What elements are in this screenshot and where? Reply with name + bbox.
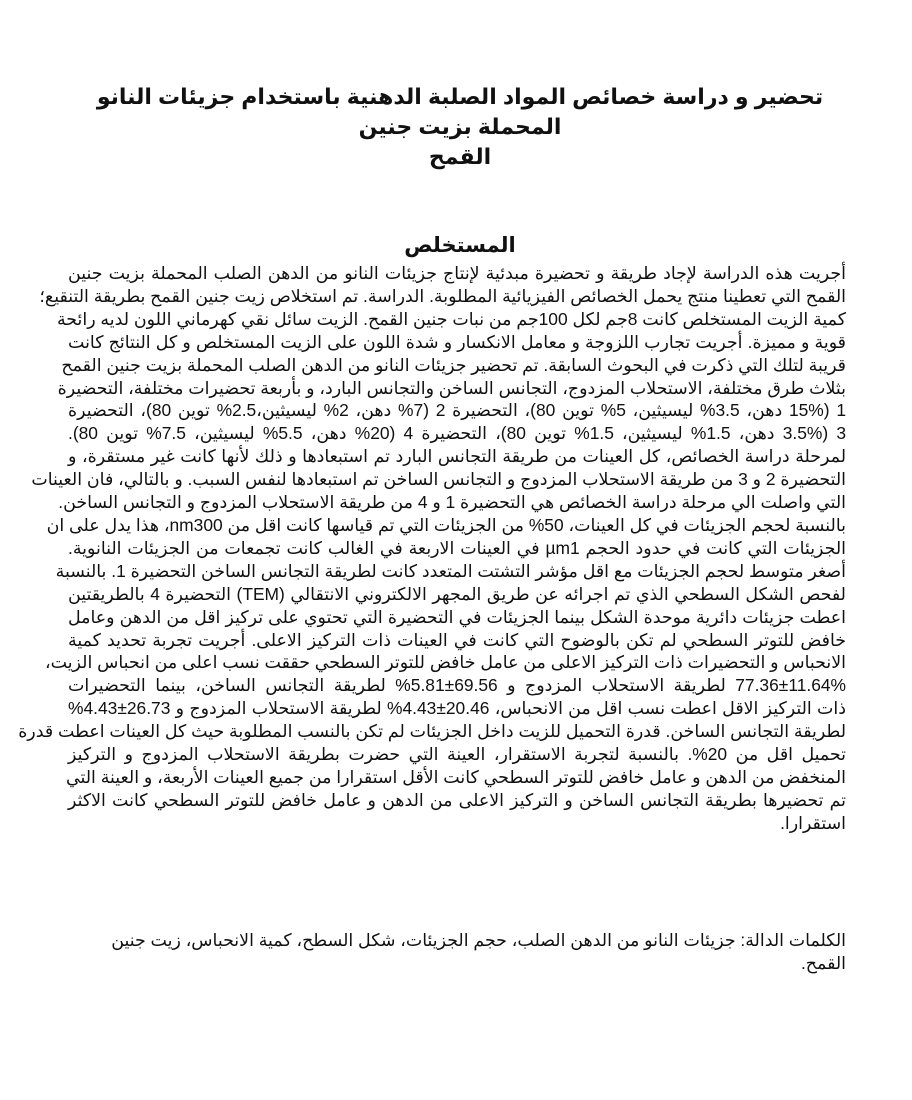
abstract-line: بالنسبة لحجم الجزيئات في كل العينات، 50% من الجزيئات التي تم قياسها كانت اقل من nm300، هذا يدل على ان [46, 514, 846, 535]
abstract-line: تحميل اقل من 20%. بالنسبة لتجربة الاستقرار، العينة التي حضرت بطريقة الاستحلاب المزدوج و التركيز [68, 744, 846, 765]
abstract-line: أجريت هذه الدراسة لإجاد طريقة و تحضيرة مبدئية لإنتاج جزيئات النانو من الدهن الصلب المحملة بزيت جنين [68, 263, 846, 283]
abstract-line: أصغر متوسط لحجم الجزيئات مع اقل مؤشر التشتت المتعدد كانت لطريقة التجانس الساخن التحضيرة 1. بالنسبة [55, 560, 846, 581]
abstract-line: التحضيرة 2 و 3 من طريقة الاستحلاب المزدوج و التجانس الساخن تم استبعادها لنفس السبب. و بالتالي، فان العينات [31, 469, 846, 490]
abstract-line: بثلاث طرق مختلفة، الاستحلاب المزدوج، التجانس الساخن والتجانس البارد، و بأربعة تحضيرات مختلفة، التحضيرة [57, 377, 846, 398]
abstract-line: تم تحضيرها بطريقة التجانس الساخن و التركيز الاعلى من الدهن و عامل خافض للتوتر السطحي كانت الاكثر [68, 789, 846, 810]
abstract-body [18, 262, 847, 835]
abstract-heading: المستخلص [404, 234, 516, 257]
abstract-line: الجزيئات التي كانت في حدود الحجم µm1 في العينات الاربعة في الغالب كانت تجمعات من الجزيئات النانوية. [68, 537, 846, 558]
abstract-line: قريبة لتلك التي ذكرت في البحوث السابقة. تم تحضير جزيئات النانو من الدهن الصلب المحملة بزيت جنين القمح [61, 354, 846, 375]
abstract-line: 3 (3.5% دهن، 1.5% ليسيثين، 1.5% توين 80)، التحضيرة 4 (20% دهن، 5.5% ليسيثين، 7.5% توين 80). [68, 423, 846, 444]
abstract-line: لطريقة التجانس الساخن. قدرة التحميل للزيت داخل الجزيئات لم تكن بالنسب المطلوبة حيث كل العينات اعطت قدرة [18, 721, 846, 742]
paper-title-line: تحضير و دراسة خصائص المواد الصلبة الدهنية باستخدام جزيئات النانو المحملة بزيت جنين [96, 84, 824, 139]
paper-title-line: القمح [428, 144, 492, 169]
abstract-line: المنخفض من الدهن و عامل خافض للتوتر السطحي كانت الأقل استقرارا من جميع العينات الأربعة، و العينة التي [65, 766, 846, 787]
abstract-line: كمية الزيت المستخلص كانت 8جم لكل 100جم من نبات جنين القمح. الزيت سائل نقي كهرماني اللون لديه رائحة [56, 308, 846, 329]
abstract-line: لفحص الشكل السطحي الذي تم اجرائه عن طريق المجهر الالكتروني الانتقالي (TEM) التحضيرة 4 بالطريقتين [68, 583, 846, 604]
paper-title [70, 82, 850, 172]
abstract-line: 77.36±11.64% لطريقة الاستحلاب المزدوج و 69.56±5.81% لطريقة التجانس الساخن، بينما التحضيرات [68, 675, 847, 696]
abstract-line: اعطت جزيئات دائرية موحدة الشكل بينما الجزيئات في التحضيرة التي تحتوي على تركيز اقل من الدهن وعامل [68, 606, 846, 627]
abstract-line: التي واصلت الي مرحلة دراسة الخصائص هي التحضيرة 1 و 4 من طريقة الاستحلاب المزدوج و التجانس الساخن. [58, 492, 846, 513]
abstract-line: خافض للتوتر السطحي لم تكن بالوضوح التي كانت في العينات ذات التركيز الاعلى. أجريت تجربة تحديد كمية [68, 629, 846, 650]
abstract-line: ذات التركيز الاقل اعطت نسب اقل من الانحباس، 20.46±4.43% لطريقة الاستحلاب المزدوج و 26.73±4.43% [68, 698, 846, 719]
abstract-line: الانحباس و التحضيرات ذات التركيز الاعلى من عامل خافض للتوتر السطحي حققت نسب اعلى من انحباس الزيت، [45, 652, 846, 673]
abstract-line: 1 (15% دهن، 3.5% ليسيثين، 5% توين 80)، التحضيرة 2 (7% دهن، 2% ليسيثين،2.5% توين 80)، التحضيرة [68, 400, 846, 421]
keywords-line: الكلمات الدالة: جزيئات النانو من الدهن الصلب، حجم الجزيئات، شكل السطح، كمية الانحباس، زيت جنين القمح. [111, 930, 846, 973]
abstract-line: القمح التي تعطينا منتج يحمل الخصائص الفيزيائية المطلوبة. الدراسة. تم استخلاص زيت جنين القمح بطريقة التنقيع؛ [39, 285, 846, 306]
abstract-line: لمرحلة دراسة الخصائص، كل العينات من طريقة التجانس البارد تم استبعادها و ذلك لأنها كانت غير مستقرة، و [68, 446, 846, 467]
abstract-line: قوية و مميزة. أجريت تجارب اللزوجة و معامل الانكسار و شدة اللون على الزيت المستخلص و كل النتائج كانت [68, 331, 846, 352]
abstract-line: استقرارا. [780, 812, 846, 833]
